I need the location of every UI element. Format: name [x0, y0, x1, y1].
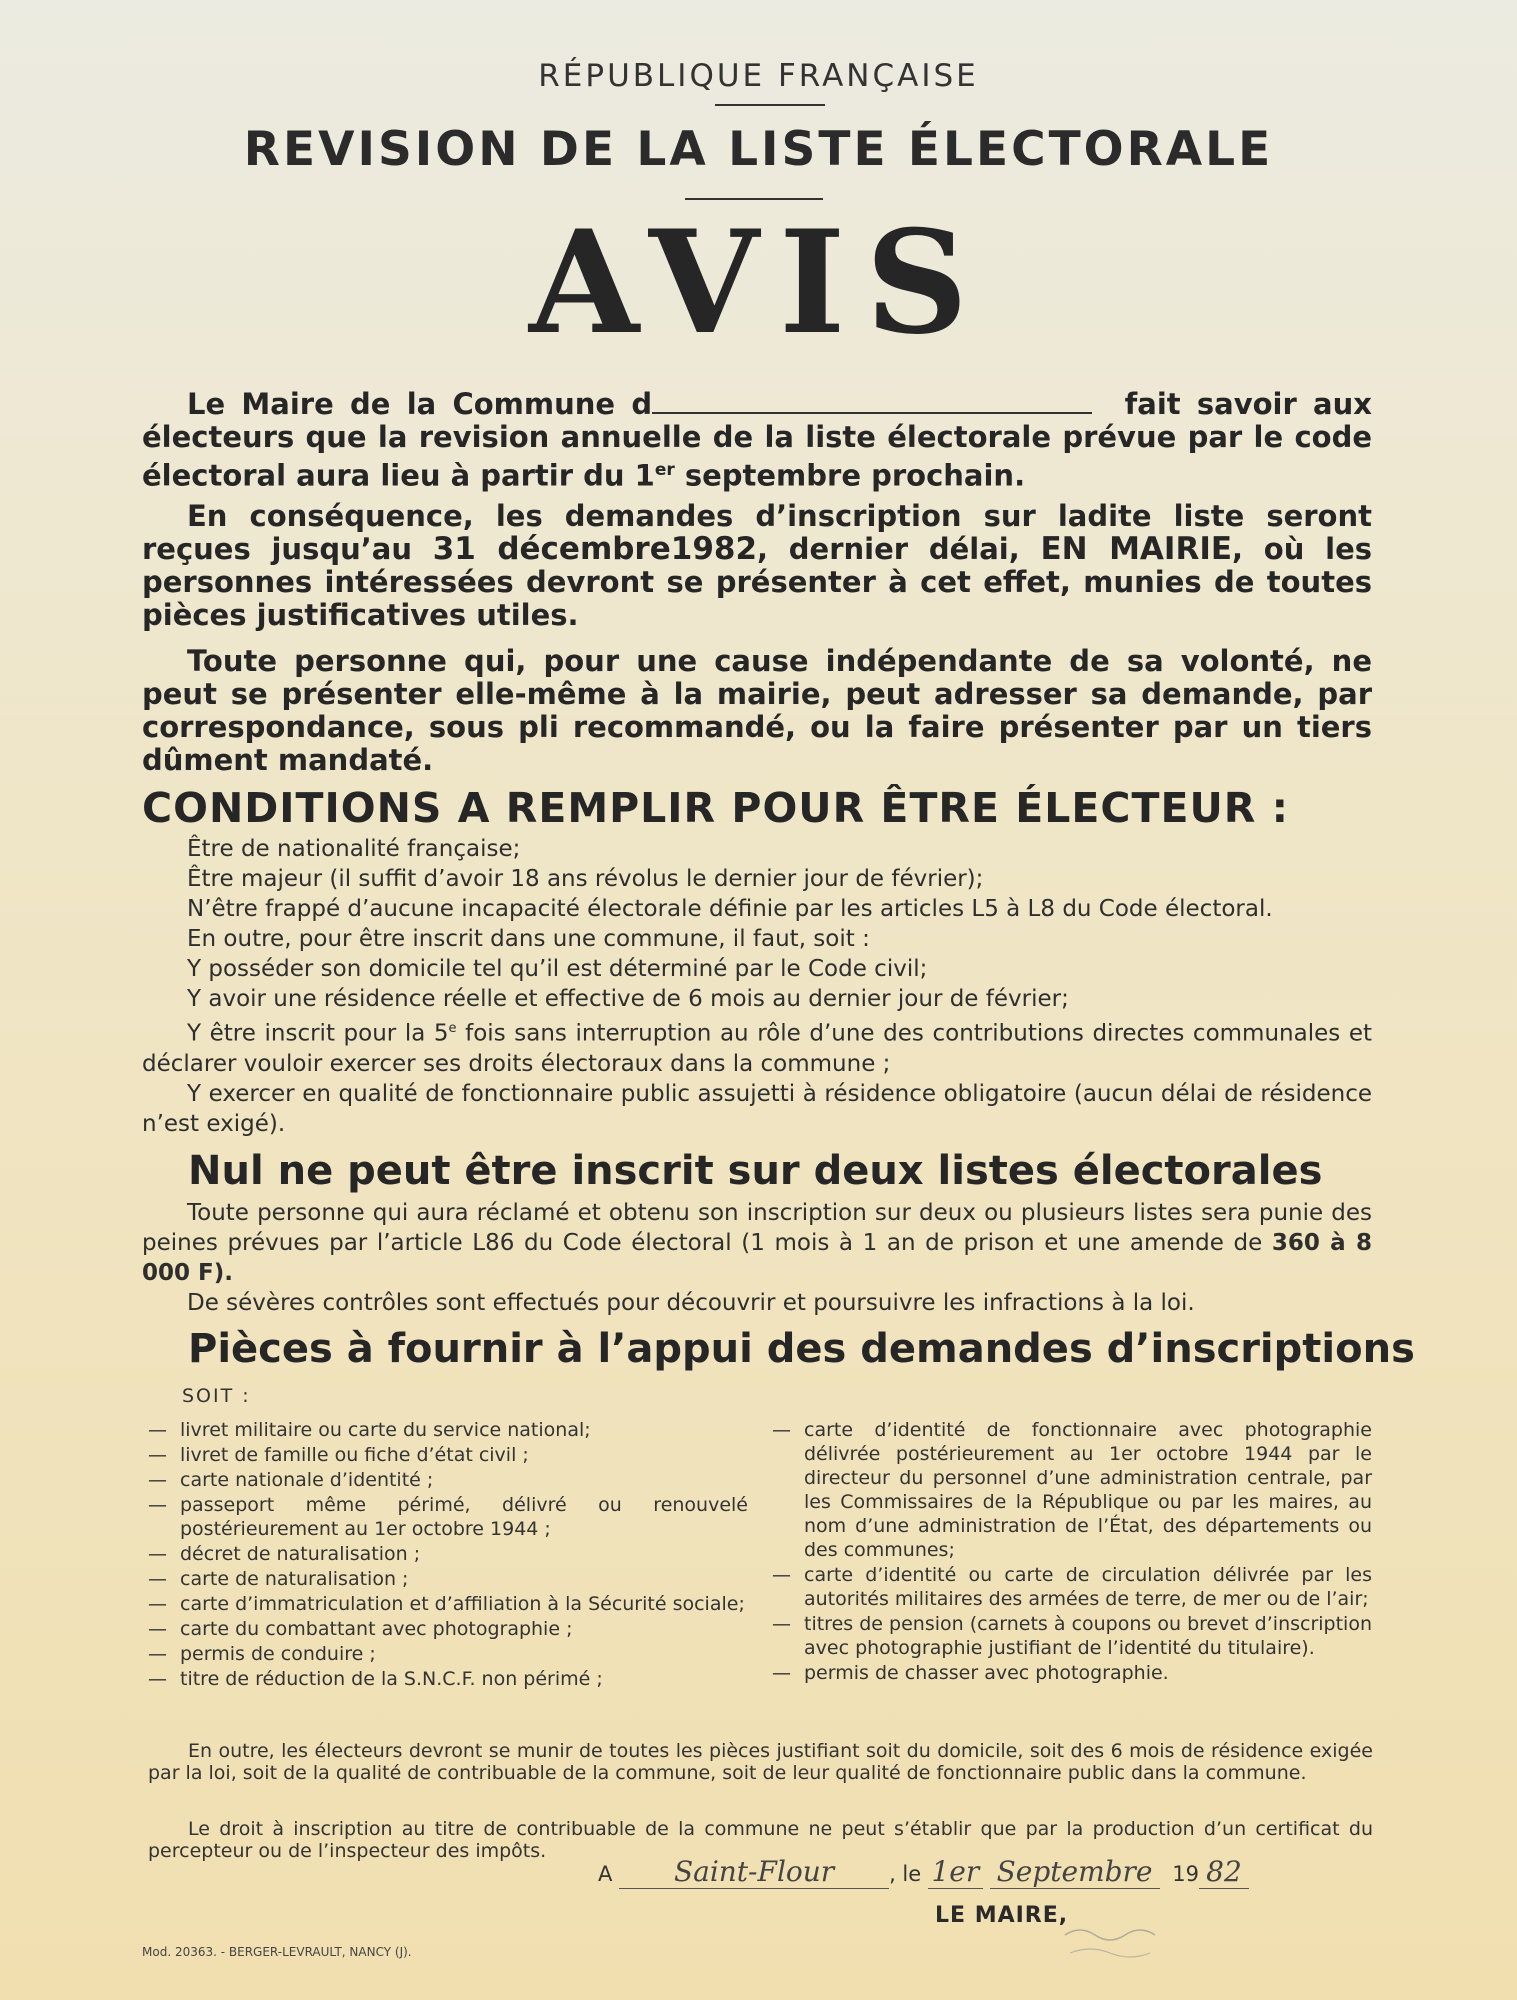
nul-text: Toute personne qui aura réclamé et obtenu son inscription sur deux ou plusieurs listes sera punie des peines prévues par l’article L86 du Code électoral (1 mois à 1 an de prison et une amende de — [142, 1200, 1372, 1256]
condition-line: Être de nationalité française; — [187, 836, 521, 862]
condition-line: En outre, pour être inscrit dans une commune, il faut, soit : — [187, 926, 870, 952]
list-item — [772, 1661, 1372, 1685]
superscript: er — [654, 460, 675, 480]
sig-year-suffix: 82 — [1199, 1855, 1249, 1889]
piece-text: carte d’identité de fonctionnaire avec photographie délivrée postérieurement au 1er octobre 1944 par le directeur du personnel d’une administration centrale, par les Commissaires de la République ou par les maires, au nom d’une administration de l’État, des départements ou des communes; — [804, 1419, 1372, 1561]
superscript: e — [448, 1021, 457, 1036]
sig-day: 1er — [928, 1855, 983, 1889]
piece-text: carte nationale d’identité ; — [180, 1469, 434, 1491]
dash: — — [148, 1643, 167, 1665]
list-item — [772, 1612, 1372, 1660]
footer-paragraph-1 — [148, 1740, 1373, 1784]
pieces-left-column — [148, 1418, 748, 1692]
nul-title: Nul ne peut être inscrit sur deux listes électorales — [188, 1148, 1323, 1194]
soit-label: SOIT : — [182, 1385, 251, 1407]
condition-line: Y avoir une résidence réelle et effective de 6 mois au dernier jour de février; — [187, 986, 1069, 1012]
pieces-right-column — [772, 1418, 1372, 1686]
intro-text: Le Maire de la Commune d — [187, 387, 653, 421]
avis-heading: AVIS — [529, 200, 988, 366]
piece-text: titres de pension (carnets à coupons ou brevet d’inscription avec photographie justifiant de l’identité du titulaire). — [804, 1613, 1372, 1659]
piece-text: livret de famille ou fiche d’état civil ; — [180, 1444, 529, 1466]
sig-month: Septembre — [990, 1855, 1160, 1889]
list-item — [148, 1443, 748, 1467]
dash: — — [148, 1494, 167, 1516]
piece-text: permis de conduire ; — [180, 1643, 376, 1665]
dash: — — [772, 1613, 791, 1635]
divider — [715, 104, 825, 106]
piece-text: carte de naturalisation ; — [180, 1568, 409, 1590]
list-item — [148, 1418, 748, 1442]
nul-text: ). — [213, 1260, 233, 1286]
piece-text: décret de naturalisation ; — [180, 1543, 421, 1565]
printer-mark: Mod. 20363. - BERGER-LEVRAULT, NANCY (J). — [142, 1945, 412, 1959]
intro-paragraph-2 — [142, 500, 1372, 632]
list-item — [772, 1563, 1372, 1611]
dash: — — [148, 1593, 167, 1615]
dash: — — [148, 1568, 167, 1590]
list-item — [148, 1567, 748, 1591]
deadline-date: 31 décembre1982 — [432, 531, 758, 567]
piece-text: livret militaire ou carte du service national; — [180, 1419, 591, 1441]
intro-text: En conséquence, les demandes d’inscription sur ladite liste seront reçues jusqu’au — [142, 499, 1372, 566]
condition-text: fois sans interruption au rôle d’une des contributions directes communales et déclarer vouloir exercer ses droits électoraux dans la commune ; — [142, 1020, 1372, 1077]
nul-section — [142, 1198, 1372, 1318]
sig-a: A — [598, 1862, 613, 1886]
footer-text: En outre, les électeurs devront se munir de toutes les pièces justifiant soit du domicile, soit des 6 mois de résidence exigée par la loi, soit de la qualité de contribuable de la commune, soit de leur qualité de fonctionnaire public dans la commune. — [148, 1740, 1373, 1784]
signature-line — [598, 1855, 1358, 1889]
piece-text: carte du combattant avec photographie ; — [180, 1618, 573, 1640]
commune-blank — [652, 388, 1092, 414]
le-maire-label: LE MAIRE, — [935, 1903, 1069, 1928]
sig-le: , le — [889, 1862, 922, 1886]
condition-line: Y exercer en qualité de fonctionnaire public assujetti à résidence obligatoire (aucun délai de résidence n’est exigé). — [142, 1080, 1372, 1137]
dash: — — [148, 1618, 167, 1640]
list-item — [772, 1418, 1372, 1562]
intro-text: fait savoir aux électeurs que la revision annuelle de la liste électorale prévue par le code électoral aura lieu à partir du 1 — [142, 387, 1372, 493]
condition-line — [142, 1014, 1372, 1079]
dash: — — [148, 1419, 167, 1441]
republic-heading: RÉPUBLIQUE FRANÇAISE — [538, 58, 979, 94]
pieces-title: Pièces à fournir à l’appui des demandes d’inscriptions — [188, 1326, 1415, 1372]
fine-amount: 360 à 8 000 F — [142, 1230, 1372, 1286]
en-mairie: EN MAIRIE — [1040, 531, 1233, 567]
stamp-scribble-icon — [1060, 1915, 1190, 1975]
piece-text: passeport même périmé, délivré ou renouvelé postérieurement au 1er octobre 1944 ; — [180, 1494, 748, 1540]
condition-line: Être majeur (il suffit d’avoir 18 ans révolus le dernier jour de février); — [187, 866, 984, 892]
piece-text: titre de réduction de la S.N.C.F. non périmé ; — [180, 1668, 603, 1690]
footer-text: Le droit à inscription au titre de contribuable de la commune ne peut s’établir que par la production d’un certificat du percepteur ou de l’inspecteur des impôts. — [148, 1818, 1373, 1862]
list-item — [148, 1542, 748, 1566]
dash: — — [772, 1662, 791, 1684]
list-item — [148, 1468, 748, 1492]
intro-text: septembre prochain. — [674, 458, 1026, 493]
conditions-title: CONDITIONS A REMPLIR POUR ÊTRE ÉLECTEUR : — [142, 784, 1289, 832]
dash: — — [772, 1419, 791, 1441]
dash: — — [148, 1469, 167, 1491]
poster-title: REVISION DE LA LISTE ÉLECTORALE — [243, 122, 1274, 177]
sig-place: Saint-Flour — [619, 1855, 889, 1889]
list-item — [148, 1617, 748, 1641]
intro-text: Toute personne qui, pour une cause indépendante de sa volonté, ne peut se présenter elle-même à la mairie, peut adresser sa demande, par correspondance, sous pli recommandé, ou la faire présenter par un tiers dûment mandaté. — [142, 644, 1372, 777]
condition-line: N’être frappé d’aucune incapacité électorale définie par les articles L5 à L8 du Code électoral. — [187, 896, 1273, 922]
piece-text: carte d’immatriculation et d’affiliation à la Sécurité sociale; — [180, 1593, 745, 1615]
nul-paragraph: De sévères contrôles sont effectués pour découvrir et poursuivre les infractions à la loi. — [187, 1290, 1195, 1316]
dash: — — [772, 1564, 791, 1586]
conditions-list — [142, 834, 1372, 1139]
piece-text: carte d’identité ou carte de circulation délivrée par les autorités militaires des armées de terre, de mer ou de l’air; — [804, 1564, 1372, 1610]
list-item — [148, 1642, 748, 1666]
intro-paragraph-3 — [142, 645, 1372, 777]
intro-paragraph-1 — [142, 388, 1372, 493]
intro-text: , où les personnes intéressées devront se présenter à cet effet, munies de toutes pièces justificatives utiles. — [142, 532, 1372, 632]
intro-text: , dernier délai, — [757, 532, 1041, 566]
list-item — [148, 1592, 748, 1616]
list-item — [148, 1667, 748, 1691]
sig-year-prefix: 19 — [1172, 1862, 1199, 1886]
piece-text: permis de chasser avec photographie. — [804, 1662, 1169, 1684]
condition-line: Y posséder son domicile tel qu’il est déterminé par le Code civil; — [187, 956, 928, 982]
faded-stamp — [1060, 1915, 1190, 1975]
dash: — — [148, 1444, 167, 1466]
dash: — — [148, 1668, 167, 1690]
nul-paragraph — [142, 1198, 1372, 1288]
list-item — [148, 1493, 748, 1541]
dash: — — [148, 1543, 167, 1565]
condition-text: Y être inscrit pour la 5 — [187, 1020, 449, 1047]
